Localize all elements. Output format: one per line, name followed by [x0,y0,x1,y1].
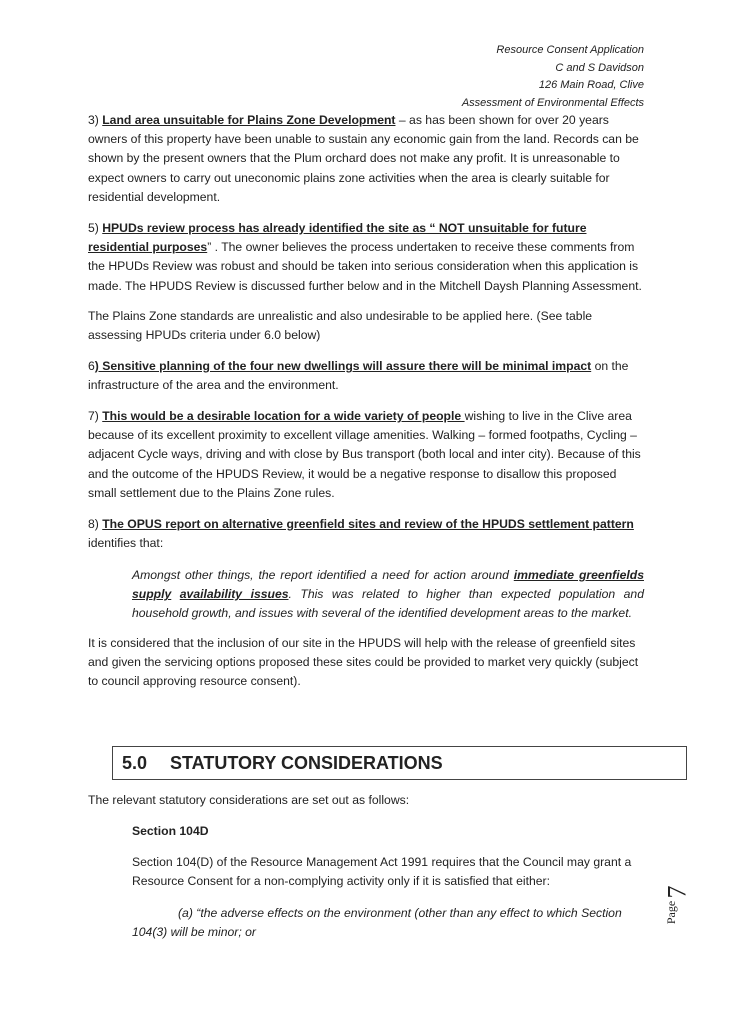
header-line-3: 126 Main Road, Clive [538,79,644,91]
paragraph-number: 8) [88,517,103,531]
header-line-4: Assessment of Environmental Effects [461,96,644,109]
paragraph-heading: HPUDs review process has already identified the site as “ NOT unsuitable for future residential purposes [88,221,587,255]
page-number-label [662,885,698,930]
section-heading-box [112,746,687,780]
paragraph-plains-zone [88,307,644,345]
paragraph-6 [88,357,644,395]
section-104d-heading: Section 104D [132,824,209,838]
paragraph-text: on the infrastructure of the area and the environment. [88,359,629,393]
quote-text: . This was related to higher than expected population and household growth, and issues with several of the identified development areas to the market. [132,587,644,621]
paragraph-text: ” . The owner believes the process undertaken to receive these comments from the HPUDs Review was robust and should be taken into serious consideration when this application is made. The HPUDS Review is discussed further below and in the Mitchell Daysh Planning Assessment. [88,240,642,293]
quote-emphasis-2: availability issues [179,587,289,602]
paragraph-text: The Plains Zone standards are unrealistic and also undesirable to be applied here. (See table assessing HPUDs criteria under 6.0 below) [88,309,593,343]
paragraph-number: 5) [88,221,103,235]
paragraph-heading: ) Sensitive planning of the four new dwellings will assure there will be minimal impact [94,359,592,373]
paragraph-text: identifies that: [88,536,164,551]
paragraph-heading: The OPUS report on alternative greenfield sites and review of the HPUDS settlement pattern [102,517,634,531]
section-104d-text: Section 104(D) of the Resource Management Act 1991 requires that the Council may grant a Resource Consent for a non-complying activity only if it is satisfied that either: [132,855,632,889]
paragraph-number: 7) [88,409,103,423]
quote-text: Amongst other things, the report identified a need for action around [132,568,514,582]
section-number: 5.0 [122,753,148,773]
paragraph-number: 6 [88,359,95,373]
paragraph-8 [88,515,644,553]
quote-spacer [171,587,179,601]
paragraph-heading: This would be a desirable location for a wide variety of people [102,409,465,423]
paragraph-number: 3) [88,113,103,127]
paragraph-text: It is considered that the inclusion of our site in the HPUDS will help with the release of greenfield sites and given the servicing options proposed these sites could be provided to market very quickly (subject to council approving resource consent). [88,636,639,689]
relevant-intro: The relevant statutory considerations are set out as follows: [88,793,410,807]
paragraph-text: wishing to live in the Clive area because of its excellent proximity to excellent village amenities. Walking – formed footpaths, Cycling – adjacent Cycle ways, driving and with close by Bus transport (both local and inter city). Because of this and the outcome of the HPUDS Review, it would be a negative response to disallow this proposed small settlement due to the Plains Zone rules. [88,409,641,500]
page-number: 7 [662,885,692,899]
section-title: STATUTORY CONSIDERATIONS [170,753,443,773]
paragraph-considered [88,634,644,692]
page-word: Page [664,900,679,925]
paragraph-5 [88,219,644,296]
paragraph-text: – as has been shown for over 20 years owners of this property have been unable to sustain any economic gain from the land. Records can be shown by the present owners that the Plum orchard does not make any profit. It is unreasonable to expect owners to carry out uneconomic plains zone activities when the area is clearly suitable for residential development. [88,113,639,204]
document-header [462,42,644,112]
section-104d-item-a: (a) “the adverse effects on the environment (other than any effect to which Section 104(3) will be minor; or [132,906,622,940]
quote-emphasis-1: immediate greenfields supply [132,568,644,602]
paragraph-3 [88,111,644,207]
header-line-2: C and S Davidson [555,61,644,74]
paragraph-heading: Land area unsuitable for Plains Zone Development [102,113,396,127]
paragraph-7 [88,407,644,503]
header-line-1: Resource Consent Application [496,44,644,56]
quote-block [132,566,644,624]
